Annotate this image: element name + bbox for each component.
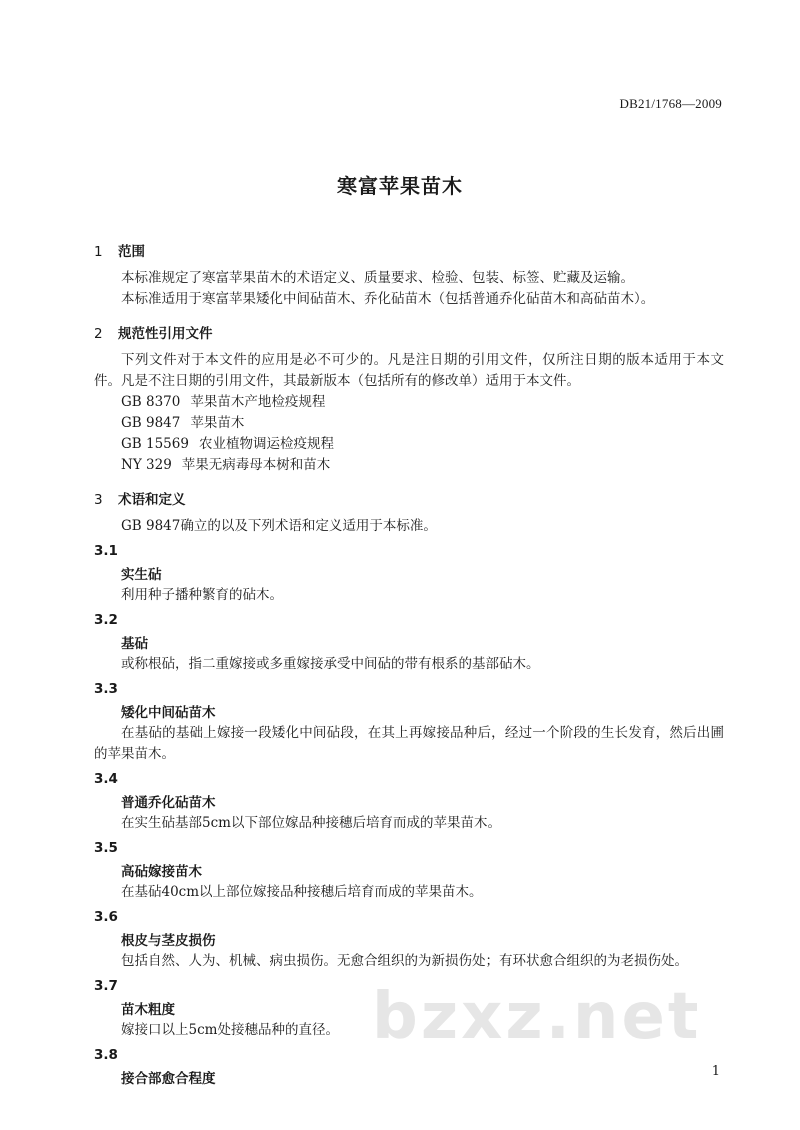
term-number: 3.7	[94, 978, 118, 994]
section-title: 术语和定义	[118, 492, 186, 508]
section-number: 1	[94, 244, 103, 260]
reference-code: NY 329	[121, 457, 172, 473]
term-number: 3.2	[94, 612, 118, 628]
term-number: 3.6	[94, 909, 118, 925]
section-title: 规范性引用文件	[118, 326, 213, 342]
term-number: 3.8	[94, 1047, 118, 1063]
reference-code: GB 15569	[121, 436, 189, 452]
reference-code: GB 9847	[121, 415, 181, 431]
section-heading-scope	[94, 242, 724, 262]
section-number: 3	[94, 492, 103, 508]
doc-code: DB21/1768—2009	[619, 96, 722, 111]
reference-item	[94, 413, 724, 434]
reference-title: 苹果无病毒母本树和苗木	[181, 457, 331, 473]
term-name: 苗木粗度	[121, 1002, 175, 1018]
paragraph: 本标准规定了寒富苹果苗木的术语定义、质量要求、检验、包装、标签、贮藏及运输。	[121, 270, 634, 286]
term-name: 普通乔化砧苗木	[121, 795, 216, 811]
term-number: 3.3	[94, 681, 118, 697]
reference-title: 苹果苗木	[190, 415, 245, 431]
reference-item	[94, 434, 724, 455]
term-number: 3.4	[94, 771, 118, 787]
page-number: 1	[711, 1064, 720, 1079]
term-name: 接合部愈合程度	[121, 1071, 216, 1087]
reference-title: 农业植物调运检疫规程	[198, 436, 334, 452]
reference-title: 苹果苗木产地检疫规程	[190, 394, 326, 410]
reference-item	[94, 455, 724, 476]
section-title: 范围	[118, 244, 145, 260]
section-heading-terms	[94, 490, 724, 510]
document-body	[94, 232, 724, 1089]
paragraph: GB 9847确立的以及下列术语和定义适用于本标准。	[121, 518, 437, 534]
term-name: 根皮与茎皮损伤	[121, 933, 216, 949]
reference-item	[94, 392, 724, 413]
term-definition: 包括自然、人为、机械、病虫损伤。无愈合组织的为新损伤处；有环状愈合组织的为老损伤处。	[121, 953, 688, 969]
term-number: 3.1	[94, 543, 118, 559]
term-definition: 利用种子播种繁育的砧木。	[121, 587, 283, 603]
page-title: 寒富苹果苗木	[337, 174, 463, 198]
term-definition: 嫁接口以上5cm处接穗品种的直径。	[121, 1022, 339, 1038]
term-name: 实生砧	[121, 567, 162, 583]
term-name: 矮化中间砧苗木	[121, 705, 216, 721]
watermark: bzxz.net	[372, 980, 702, 1054]
section-number: 2	[94, 326, 103, 342]
term-definition: 在实生砧基部5cm以下部位嫁品种接穗后培育而成的苹果苗木。	[121, 815, 501, 831]
term-number: 3.5	[94, 840, 118, 856]
term-name: 高砧嫁接苗木	[121, 864, 202, 880]
reference-code: GB 8370	[121, 394, 181, 410]
paragraph: 本标准适用于寒富苹果矮化中间砧苗木、乔化砧苗木（包括普通乔化砧苗木和高砧苗木）。	[121, 291, 655, 307]
term-definition: 在基砧40cm以上部位嫁接品种接穗后培育而成的苹果苗木。	[121, 884, 483, 900]
term-definition: 或称根砧，指二重嫁接或多重嫁接承受中间砧的带有根系的基部砧木。	[121, 656, 540, 672]
term-name: 基砧	[121, 636, 148, 652]
section-heading-references	[94, 324, 724, 344]
term-definition: 在基砧的基础上嫁接一段矮化中间砧段，在其上再嫁接品种后，经过一个阶段的生长发育，然后出圃的苹果苗木。	[94, 725, 724, 762]
paragraph: 下列文件对于本文件的应用是必不可少的。凡是注日期的引用文件，仅所注日期的版本适用于本文件。凡是不注日期的引用文件，其最新版本（包括所有的修改单）适用于本文件。	[94, 352, 724, 389]
